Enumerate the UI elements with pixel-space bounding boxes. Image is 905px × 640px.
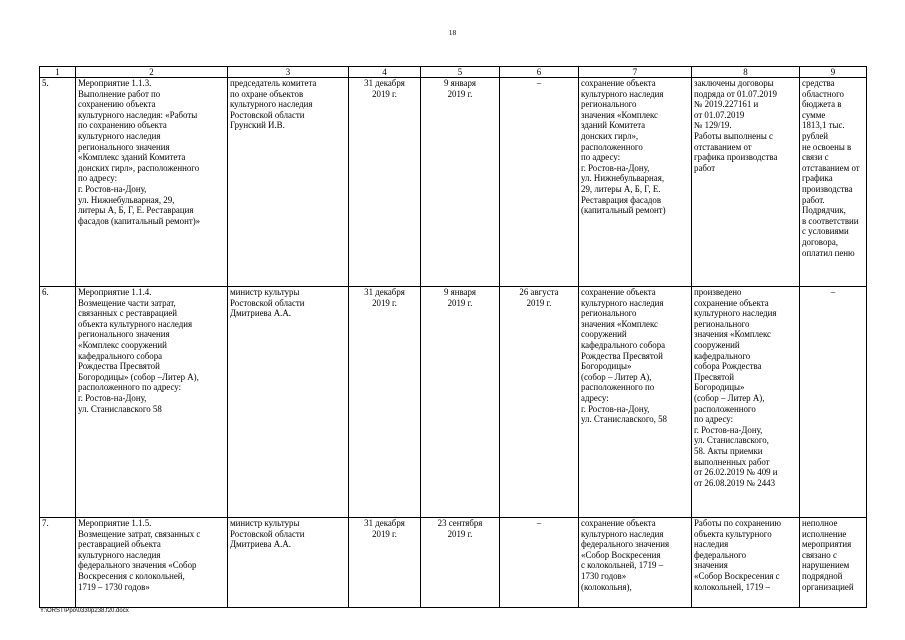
cell-line: мероприятия bbox=[802, 539, 852, 550]
cell-line: 9 января bbox=[443, 287, 477, 297]
cell-line: адресу: bbox=[581, 392, 609, 403]
cell-line: федерального значения «Собор bbox=[78, 560, 197, 571]
cell-line: Возмещение части затрат, bbox=[78, 297, 176, 308]
actual-result-cell bbox=[692, 287, 800, 518]
cell-line: выполненных работ bbox=[694, 456, 770, 467]
col-header-5: 5 bbox=[421, 67, 500, 78]
cell-line: 1719 – 1730 годов» bbox=[78, 581, 150, 592]
cell-line: – bbox=[536, 78, 542, 88]
cell-line: Подрядчик, bbox=[802, 205, 846, 216]
footer-file-path: Y:\ORST\Ppo\0330p238.f20.docx bbox=[40, 608, 129, 614]
cell-line: донских гирл», расположенного bbox=[78, 162, 200, 173]
executor-cell bbox=[228, 518, 349, 608]
cell-line: Богородицы» bbox=[581, 361, 632, 372]
cell-line: с условиями bbox=[802, 226, 849, 237]
cell-line: регионального значения bbox=[78, 329, 170, 340]
start-date-cell bbox=[421, 287, 500, 518]
cell-line: по сохранению объекта bbox=[78, 120, 167, 131]
cell-line: 31 декабря bbox=[364, 78, 405, 88]
cell-line: федерального bbox=[694, 549, 747, 560]
cell-line: Дмитриева А.А. bbox=[230, 539, 292, 550]
cell-line: 1730 годов» bbox=[581, 570, 627, 581]
cell-line: Ростовской области bbox=[230, 109, 305, 120]
col-header-9: 9 bbox=[800, 67, 867, 78]
col-header-4: 4 bbox=[349, 67, 421, 78]
cell-line: наследия bbox=[694, 539, 729, 550]
cell-line: (собор – Литер А), bbox=[581, 371, 652, 382]
cell-line: ул. Нижнебульварная, bbox=[581, 173, 665, 184]
cell-line: «Комплекс сооружений bbox=[78, 339, 167, 350]
cell-line: сооружений bbox=[581, 329, 627, 340]
cell-line: с колокольней, 1719 – bbox=[581, 560, 664, 571]
cell-line: регионального bbox=[581, 99, 637, 110]
cell-line: Реставрация фасадов bbox=[581, 194, 662, 205]
cell-line: культурного наследия bbox=[581, 297, 664, 308]
header-row bbox=[40, 67, 867, 78]
cell-line: работ. bbox=[802, 194, 825, 205]
cell-line: культурного наследия bbox=[78, 549, 161, 560]
cell-line: колокольней, 1719 – bbox=[694, 581, 770, 592]
cell-line: сохранение объекта bbox=[581, 287, 656, 297]
cell-line: федерального значения bbox=[581, 539, 670, 550]
cell-line: объекта культурного bbox=[694, 528, 772, 539]
cell-line: подрядной bbox=[802, 570, 843, 581]
cell-line: областного bbox=[802, 88, 844, 99]
cell-line: кафедрального собора bbox=[581, 339, 666, 350]
cell-line: 26 августа bbox=[519, 287, 559, 297]
cell-line: 29, литеры А, Б, Г, Е. bbox=[581, 183, 661, 194]
cell-line: 2019 г. bbox=[447, 88, 473, 99]
cell-line: 9 января bbox=[443, 78, 477, 88]
cell-line: культурного наследия: «Работы bbox=[78, 109, 198, 120]
cell-line: сооружений bbox=[694, 339, 740, 350]
cell-line: реставрацией объекта bbox=[78, 539, 161, 550]
measure-name-cell bbox=[76, 78, 228, 287]
cell-line: собора Рождества bbox=[694, 361, 762, 372]
executor-cell bbox=[228, 287, 349, 518]
table-row bbox=[40, 518, 867, 608]
cell-line: связанных с реставрацией bbox=[78, 308, 178, 319]
cell-line: расположенного bbox=[581, 141, 643, 152]
cell-line: по адресу: bbox=[694, 414, 734, 425]
cell-line: сумме bbox=[802, 109, 826, 120]
cell-line: не освоены в bbox=[802, 141, 852, 152]
report-table bbox=[39, 66, 867, 608]
table-row bbox=[40, 287, 867, 518]
cell-line: ул. Станиславского, bbox=[694, 435, 769, 446]
planned-result-cell bbox=[579, 287, 692, 518]
cell-line: культурного наследия bbox=[78, 130, 161, 141]
end-date-cell bbox=[500, 287, 579, 518]
cell-line: № 129/19. bbox=[694, 120, 732, 131]
cell-line: подряда от 01.07.2019 bbox=[694, 88, 777, 99]
cell-line: связи с bbox=[802, 152, 829, 163]
cell-line: сохранение объекта bbox=[694, 297, 769, 308]
cell-line: 2019 г. bbox=[447, 528, 473, 539]
cell-line: произведено bbox=[694, 287, 742, 297]
cell-line: (колокольня), bbox=[581, 581, 632, 592]
cell-line: отставанием от bbox=[802, 162, 860, 173]
cell-line: сохранение объекта bbox=[581, 518, 656, 528]
cell-line: организацией bbox=[802, 581, 854, 592]
cell-line: значения «Комплекс bbox=[694, 329, 771, 340]
cell-line: 2019 г. bbox=[372, 297, 397, 308]
cell-line: от 01.07.2019 bbox=[694, 109, 745, 120]
cell-line: «Собор Воскресения bbox=[581, 549, 661, 560]
cell-line: зданий Комитета bbox=[581, 120, 646, 131]
cell-line: 31 декабря bbox=[364, 518, 405, 528]
cell-line: фасадов (капитальный ремонт)» bbox=[78, 215, 201, 226]
table-row bbox=[40, 78, 867, 287]
cell-line: по адресу: bbox=[78, 173, 118, 184]
cell-line: расположенного по адресу: bbox=[78, 382, 182, 393]
plan-date-cell bbox=[349, 287, 421, 518]
cell-line: исполнение bbox=[802, 528, 847, 539]
cell-line: (капитальный ремонт) bbox=[581, 205, 666, 216]
cell-line: связано с bbox=[802, 549, 837, 560]
cell-line: Мероприятие 1.1.5. bbox=[78, 518, 152, 528]
start-date-cell bbox=[421, 518, 500, 608]
cell-line: Ростовской области bbox=[230, 297, 305, 308]
measure-name-cell bbox=[76, 287, 228, 518]
cell-line: по охране объектов bbox=[230, 88, 304, 99]
col-header-6: 6 bbox=[500, 67, 579, 78]
row-number: 5. bbox=[40, 78, 76, 287]
col-header-7: 7 bbox=[579, 67, 692, 78]
cell-line: сохранение объекта bbox=[581, 78, 656, 88]
cell-line: Возмещение затрат, связанных с bbox=[78, 528, 201, 539]
cell-line: графика bbox=[802, 173, 833, 184]
cell-line: заключены договоры bbox=[694, 78, 774, 88]
col-header-3: 3 bbox=[228, 67, 349, 78]
cell-line: культурного наследия bbox=[694, 308, 777, 319]
cell-line: ул. Станиславского 58 bbox=[78, 403, 162, 414]
cell-line: расположенного по bbox=[581, 382, 655, 393]
cell-line: Воскресения с колокольней, bbox=[78, 570, 185, 581]
cell-line: 1813,1 тыс. bbox=[802, 120, 845, 131]
cell-line: сохранению объекта bbox=[78, 99, 156, 110]
cell-line: значения bbox=[694, 560, 728, 571]
cell-line: от 26.02.2019 № 409 и bbox=[694, 467, 778, 478]
cell-line: расположенного bbox=[694, 403, 756, 414]
cell-line: 2019 г. bbox=[526, 297, 552, 308]
cell-line: (собор – Литер А), bbox=[694, 392, 765, 403]
cell-line: Грунский И.В. bbox=[230, 120, 285, 131]
col-header-2: 2 bbox=[76, 67, 228, 78]
reasons-cell bbox=[800, 78, 867, 287]
start-date-cell bbox=[421, 78, 500, 287]
cell-line: Мероприятие 1.1.4. bbox=[78, 287, 152, 297]
col-header-8: 8 bbox=[692, 67, 800, 78]
cell-line: Ростовской области bbox=[230, 528, 305, 539]
cell-line: министр культуры bbox=[230, 518, 300, 528]
reasons-cell bbox=[800, 518, 867, 608]
cell-line: министр культуры bbox=[230, 287, 300, 297]
cell-line: отставанием от bbox=[694, 141, 752, 152]
cell-line: Рождества Пресвятой bbox=[581, 350, 663, 361]
cell-line: в соответствии bbox=[802, 215, 859, 226]
end-date-cell bbox=[500, 518, 579, 608]
cell-line: регионального значения bbox=[78, 141, 170, 152]
cell-line: Работы выполнены с bbox=[694, 130, 773, 141]
cell-line: производства bbox=[802, 183, 853, 194]
cell-line: регионального bbox=[581, 308, 637, 319]
cell-line: г. Ростов-на-Дону, bbox=[78, 183, 147, 194]
cell-line: 2019 г. bbox=[372, 88, 397, 99]
executor-cell bbox=[228, 78, 349, 287]
cell-line: Выполнение работ по bbox=[78, 88, 161, 99]
cell-line: «Комплекс зданий Комитета bbox=[78, 152, 186, 163]
cell-line: 23 сентября bbox=[437, 518, 483, 528]
cell-line: объекта культурного наследия bbox=[78, 318, 193, 329]
actual-result-cell bbox=[692, 518, 800, 608]
cell-line: культурного наследия bbox=[230, 99, 313, 110]
planned-result-cell bbox=[579, 518, 692, 608]
cell-line: графика производства bbox=[694, 152, 778, 163]
cell-line: ул. Нижнебульварная, 29, bbox=[78, 194, 175, 205]
cell-line: г. Ростов-на-Дону, bbox=[694, 424, 763, 435]
cell-line: ул. Станиславского, 58 bbox=[581, 414, 667, 425]
cell-line: кафедрального собора bbox=[78, 350, 163, 361]
col-header-1: 1 bbox=[40, 67, 76, 78]
cell-line: кафедрального bbox=[694, 350, 751, 361]
cell-line: 2019 г. bbox=[447, 297, 473, 308]
measure-name-cell bbox=[76, 518, 228, 608]
cell-line: бюджета в bbox=[802, 99, 842, 110]
cell-line: – bbox=[536, 518, 542, 528]
row-number: 7. bbox=[40, 518, 76, 608]
cell-line: 2019 г. bbox=[372, 528, 397, 539]
cell-line: значения «Комплекс bbox=[581, 318, 658, 329]
cell-line: рублей bbox=[802, 130, 829, 141]
cell-line: г. Ростов-на-Дону, bbox=[581, 403, 650, 414]
reasons-cell bbox=[800, 287, 867, 518]
cell-line: Мероприятие 1.1.3. bbox=[78, 78, 152, 88]
cell-line: работ bbox=[694, 162, 716, 173]
cell-line: «Собор Воскресения с bbox=[694, 570, 780, 581]
cell-line: г. Ростов-на-Дону, bbox=[581, 162, 650, 173]
cell-line: Работы по сохранению bbox=[694, 518, 781, 528]
cell-line: № 2019.227161 и bbox=[694, 99, 759, 110]
cell-line: донских гирл», bbox=[581, 130, 639, 141]
cell-line: оплатил пеню bbox=[802, 247, 855, 258]
cell-line: значения «Комплекс bbox=[581, 109, 658, 120]
plan-date-cell bbox=[349, 78, 421, 287]
cell-line: Дмитриева А.А. bbox=[230, 308, 292, 319]
cell-line: – bbox=[830, 287, 836, 297]
planned-result-cell bbox=[579, 78, 692, 287]
cell-line: г. Ростов-на-Дону, bbox=[78, 392, 147, 403]
cell-line: председатель комитета bbox=[230, 78, 317, 88]
actual-result-cell bbox=[692, 78, 800, 287]
cell-line: Пресвятой bbox=[694, 371, 735, 382]
cell-line: регионального bbox=[694, 318, 750, 329]
cell-line: культурного наследия bbox=[581, 528, 664, 539]
cell-line: по адресу: bbox=[581, 152, 621, 163]
cell-line: от 26.08.2019 № 2443 bbox=[694, 477, 776, 488]
plan-date-cell bbox=[349, 518, 421, 608]
cell-line: Рождества Пресвятой bbox=[78, 361, 160, 372]
end-date-cell bbox=[500, 78, 579, 287]
cell-line: Богородицы» bbox=[694, 382, 745, 393]
cell-line: неполное bbox=[802, 518, 838, 528]
cell-line: 31 декабря bbox=[364, 287, 405, 297]
row-number: 6. bbox=[40, 287, 76, 518]
page-number: 18 bbox=[448, 28, 457, 37]
cell-line: средства bbox=[802, 78, 835, 88]
cell-line: литеры А, Б, Г, Е. Реставрация bbox=[78, 205, 194, 216]
cell-line: 58. Акты приемки bbox=[694, 445, 763, 456]
cell-line: нарушением bbox=[802, 560, 850, 571]
cell-line: культурного наследия bbox=[581, 88, 664, 99]
cell-line: договора, bbox=[802, 236, 838, 247]
cell-line: Богородицы» (собор –Литер А), bbox=[78, 371, 199, 382]
